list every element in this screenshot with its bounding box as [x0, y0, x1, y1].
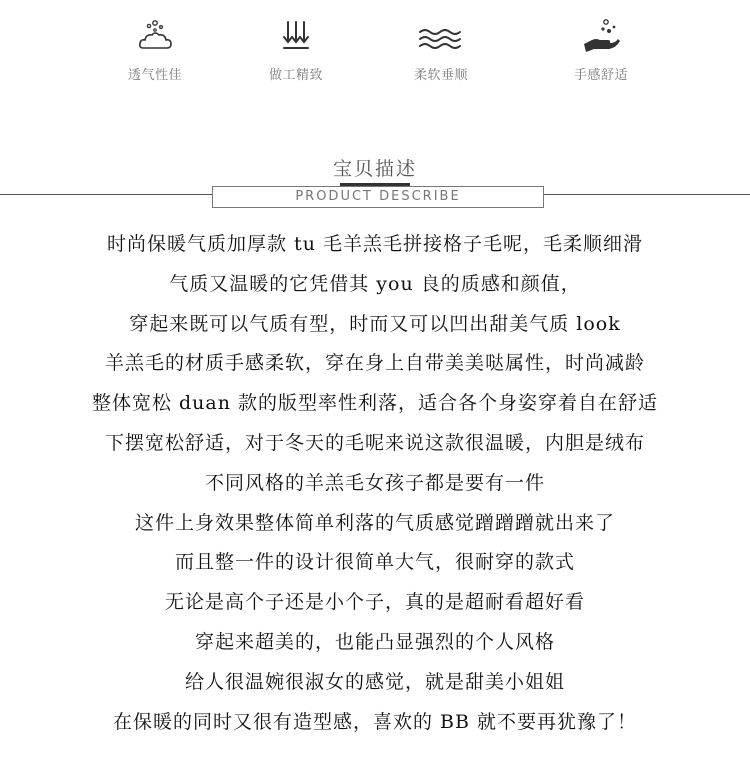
feature-label: 透气性佳	[127, 68, 182, 83]
description-line: 这件上身效果整体简单利落的气质感觉蹭蹭蹭就出来了	[134, 511, 615, 534]
section-title: 宝贝描述	[332, 158, 417, 180]
divider-right	[544, 194, 750, 195]
description-line: 无论是高个子还是小个子，真的是超耐看超好看	[164, 591, 585, 614]
description-line: 时尚保暖气质加厚款 tu 毛羊羔毛拼接格子毛呢，毛柔顺细滑	[107, 233, 643, 255]
feature-breathable	[85, 18, 225, 83]
feature-label: 做工精致	[268, 68, 323, 83]
description-line: 羊羔毛的材质手感柔软，穿在身上自带美美哒属性，时尚减龄	[104, 352, 645, 375]
feature-soft-drape	[371, 18, 511, 83]
breathable-bubbles-icon	[130, 18, 180, 58]
description-line: 在保暖的同时又很有造型感，喜欢的 BB 就不要再犹豫了！	[112, 710, 637, 733]
description-line: 不同风格的羊羔毛女孩子都是要有一件	[204, 471, 545, 494]
feature-icons-row	[0, 18, 750, 98]
description-line: 下摆宽松舒适，对于冬天的毛呢来说这款很温暖，内胆是绒布	[104, 431, 645, 454]
product-description	[0, 230, 750, 747]
feature-workmanship	[226, 18, 366, 83]
section-header	[0, 150, 750, 220]
divider-left	[0, 194, 214, 195]
feature-label: 手感舒适	[573, 68, 628, 83]
feature-label: 柔软垂顺	[413, 68, 468, 83]
description-line: 整体宽松 duan 款的版型率性利落，适合各个身姿穿着自在舒适	[91, 392, 659, 415]
description-line: 给人很温婉很淑女的感觉，就是甜美小姐姐	[184, 670, 565, 693]
waves-icon	[416, 18, 466, 58]
arrows-down-icon	[271, 18, 321, 58]
description-line: 而且整一件的设计很简单大气，很耐穿的款式	[174, 551, 575, 574]
description-line: 穿起来超美的，也能凸显强烈的个人风格	[194, 630, 555, 653]
description-line: 气质又温暖的它凭借其 you 良的质感和颜值，	[169, 272, 581, 295]
section-subtitle: PRODUCT DESCRIBE	[212, 186, 544, 208]
description-line: 穿起来既可以气质有型，时而又可以凹出甜美气质 look	[129, 312, 621, 335]
hand-droplets-icon	[576, 18, 626, 58]
feature-comfort	[531, 18, 671, 83]
